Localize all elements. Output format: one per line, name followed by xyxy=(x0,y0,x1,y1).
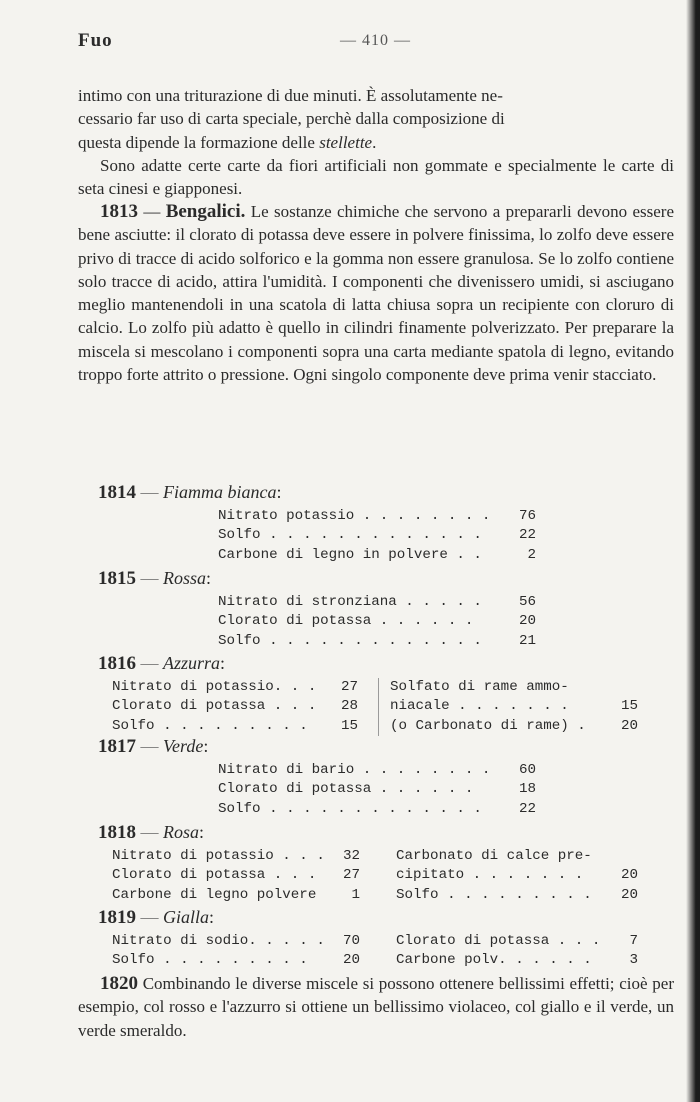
ingredient-row xyxy=(390,678,638,697)
ingredient-amount: 32 xyxy=(342,848,360,864)
section-1813-paragraph xyxy=(78,200,674,386)
ingredient-row xyxy=(396,932,638,951)
ingredient-name: cipitato . . . . . . . xyxy=(396,867,584,884)
page-header xyxy=(78,30,673,60)
ingredient-amount: 20 xyxy=(620,717,638,734)
ingredient-name: niacale . . . . . . . xyxy=(390,698,569,715)
recipe-1818-left xyxy=(112,847,360,905)
ingredient-row xyxy=(390,717,638,736)
ingredient-row xyxy=(112,866,360,885)
section-1816-dash: — xyxy=(136,653,163,673)
section-1814-dash: — xyxy=(136,482,163,502)
section-1815-number: 1815 xyxy=(98,568,136,589)
ingredient-name: Carbonato di calce pre- xyxy=(396,848,592,864)
intro-line-3-text: questa dipende la formazione delle xyxy=(78,132,320,152)
recipe-1819-right xyxy=(396,932,638,971)
ingredient-row xyxy=(218,632,536,651)
ingredient-name: Nitrato di stronziana . . . . . xyxy=(218,594,482,610)
ingredient-name: Clorato di potassa . . . . . . xyxy=(218,613,474,630)
section-1816-title: Azzurra xyxy=(163,653,221,673)
section-1814-colon: : xyxy=(276,482,282,502)
ingredient-name: Clorato di potassa . . . xyxy=(112,698,317,715)
ingredient-row xyxy=(218,507,536,526)
section-1814-title: Fiamma bianca xyxy=(163,482,277,502)
ingredient-name: Solfo . . . . . . . . . . . . . xyxy=(218,527,482,544)
section-1813-text: Le sostanze chimiche che servono a prepararli devono essere bene asciutte: il clorato di potassa deve essere in polvere finissima, lo zolfo deve essere privo di tracce di acido solforico e la gomma non essere granulosa. Se lo zolfo contiene solo tracce di acido, attira l'umidità. I componenti che divenissero umidi, si asciugano meglio mantenendoli in una scatola di latta chiusa sopra un recipiente con cloruro di calcio. Lo zolfo più adatto è quello in cilindri finamente polverizzato. Per preparare la miscela si mescolano i componenti sopra una carta mediante spatola di legno, evitando troppo forte attrito o pressione. Ogni singolo componente deve prima venir stacciato. xyxy=(78,202,674,385)
section-1818-title: Rosa xyxy=(163,822,199,842)
ingredient-row xyxy=(112,697,358,716)
section-1819-colon: : xyxy=(209,907,215,927)
section-1819-heading xyxy=(98,906,214,929)
ingredient-name: Clorato di potassa . . . xyxy=(112,867,317,884)
section-1817-colon: : xyxy=(203,736,209,756)
ingredient-row xyxy=(112,886,360,905)
intro-line-2 xyxy=(78,107,674,130)
intro-line-3-end: . xyxy=(372,132,377,152)
ingredient-row xyxy=(112,932,360,951)
ingredient-amount: 76 xyxy=(518,508,536,524)
ingredient-amount: 22 xyxy=(518,800,536,817)
column-divider xyxy=(378,678,379,736)
ingredient-name: Nitrato di potassio . . . xyxy=(112,848,325,864)
section-1813-dash: — xyxy=(138,202,166,221)
section-1820-paragraph xyxy=(78,972,674,1042)
section-1819-number: 1819 xyxy=(98,907,136,928)
section-1819-title: Gialla xyxy=(163,907,210,927)
section-1816-heading xyxy=(98,652,225,675)
running-head: Fuo xyxy=(78,30,113,51)
ingredient-name: Solfo . . . . . . . . . xyxy=(396,886,592,903)
ingredient-name: Clorato di potassa . . . . . . xyxy=(218,781,474,798)
ingredient-row xyxy=(218,546,536,565)
ingredient-row xyxy=(396,866,638,885)
ingredient-row xyxy=(112,678,358,697)
recipe-1819-left xyxy=(112,932,360,971)
section-1820-number: 1820 xyxy=(100,973,138,994)
ingredient-name: Nitrato di potassio. . . xyxy=(112,679,317,695)
section-1815-colon: : xyxy=(206,568,212,588)
section-1817-heading xyxy=(98,735,208,758)
ingredient-amount: 15 xyxy=(620,698,638,715)
section-1813 xyxy=(78,200,674,386)
ingredient-name: Carbone di legno in polvere . . xyxy=(218,546,482,563)
ingredient-amount: 20 xyxy=(620,867,638,884)
ingredient-amount: 20 xyxy=(342,952,360,969)
ingredient-amount: 20 xyxy=(620,886,638,903)
ingredient-amount: 56 xyxy=(518,594,536,610)
ingredient-row xyxy=(218,780,536,799)
ingredient-amount: 2 xyxy=(527,546,536,563)
recipe-1816-left xyxy=(112,678,358,736)
ingredient-name: Carbone di legno polvere xyxy=(112,886,317,903)
intro-line-3 xyxy=(78,131,674,154)
intro-text xyxy=(78,84,674,200)
ingredient-row xyxy=(112,847,360,866)
section-1813-number: 1813 xyxy=(100,201,138,222)
page-edge-shadow xyxy=(686,0,700,1102)
section-1815-title: Rossa xyxy=(163,568,207,588)
ingredient-amount: 3 xyxy=(629,952,638,969)
section-1815-heading xyxy=(98,567,211,590)
ingredient-row xyxy=(112,951,360,970)
ingredient-row xyxy=(218,800,536,819)
ingredient-amount: 20 xyxy=(518,613,536,630)
page-number: — 410 — xyxy=(340,32,411,49)
ingredient-name: Solfo . . . . . . . . . . . . . xyxy=(218,800,482,817)
ingredient-row xyxy=(218,593,536,612)
recipe-1815 xyxy=(218,593,536,651)
ingredient-amount: 22 xyxy=(518,527,536,544)
ingredient-row xyxy=(218,761,536,780)
recipe-1818-right xyxy=(396,847,638,905)
ingredient-name: Clorato di potassa . . . xyxy=(396,933,601,949)
ingredient-name: Solfo . . . . . . . . . . . . . xyxy=(218,632,482,649)
ingredient-amount: 27 xyxy=(342,867,360,884)
ingredient-name: Solfo . . . . . . . . . xyxy=(112,952,308,969)
ingredient-amount: 70 xyxy=(342,933,360,949)
ingredient-amount: 28 xyxy=(340,698,358,715)
section-1818-dash: — xyxy=(136,822,163,842)
ingredient-row xyxy=(396,886,638,905)
ingredient-row xyxy=(390,697,638,716)
ingredient-name: Solfo . . . . . . . . . xyxy=(112,717,308,734)
ingredient-amount: 15 xyxy=(340,717,358,734)
ingredient-name: Carbone polv. . . . . . xyxy=(396,952,592,969)
section-1820-text: Combinando le diverse miscele si possono ottenere bellissimi effetti; cioè per esempio, col rosso e l'azzurro si ottiene un bellissimo violaceo, col giallo e il verde, un verde smeraldo. xyxy=(78,974,674,1040)
section-1814-number: 1814 xyxy=(98,482,136,503)
ingredient-amount: 60 xyxy=(518,762,536,778)
stellette-term: stellette xyxy=(319,132,373,152)
ingredient-amount: 27 xyxy=(340,679,358,695)
recipe-1814 xyxy=(218,507,536,565)
section-1820 xyxy=(78,972,674,1042)
section-1815-dash: — xyxy=(136,568,163,588)
section-1817-number: 1817 xyxy=(98,736,136,757)
section-1814-heading xyxy=(98,481,282,504)
section-1818-colon: : xyxy=(199,822,205,842)
intro-line-2-text: cessario far uso di carta speciale, perchè dalla composizione di xyxy=(78,109,505,129)
ingredient-amount: 1 xyxy=(351,886,360,903)
ingredient-name: Solfato di rame ammo- xyxy=(390,679,569,695)
intro-line-1: intimo con una triturazione di due minuti. È assolutamente ne- xyxy=(78,86,503,105)
ingredient-amount: 21 xyxy=(518,632,536,649)
ingredient-row xyxy=(218,526,536,545)
section-1817-title: Verde xyxy=(163,736,204,756)
ingredient-amount: 7 xyxy=(629,933,638,949)
ingredient-name: (o Carbonato di rame) . xyxy=(390,717,586,734)
recipe-1817 xyxy=(218,761,536,819)
recipe-1816-right xyxy=(390,678,638,736)
intro-paragraph-2: Sono adatte certe carte da fiori artificiali non gommate e specialmente le carte di seta cinesi e giapponesi. xyxy=(78,155,674,199)
ingredient-row xyxy=(218,612,536,631)
section-1818-number: 1818 xyxy=(98,822,136,843)
section-1817-dash: — xyxy=(136,736,163,756)
section-1818-heading xyxy=(98,821,204,844)
section-1816-colon: : xyxy=(220,653,226,673)
section-1819-dash: — xyxy=(136,907,163,927)
ingredient-name: Nitrato di bario . . . . . . . . xyxy=(218,762,491,778)
section-1813-title: Bengalici. xyxy=(165,201,246,222)
ingredient-row xyxy=(396,951,638,970)
ingredient-amount: 18 xyxy=(518,781,536,798)
ingredient-row xyxy=(112,717,358,736)
section-1816-number: 1816 xyxy=(98,653,136,674)
ingredient-name: Nitrato potassio . . . . . . . . xyxy=(218,508,491,524)
ingredient-row xyxy=(396,847,638,866)
ingredient-name: Nitrato di sodio. . . . . xyxy=(112,933,325,949)
